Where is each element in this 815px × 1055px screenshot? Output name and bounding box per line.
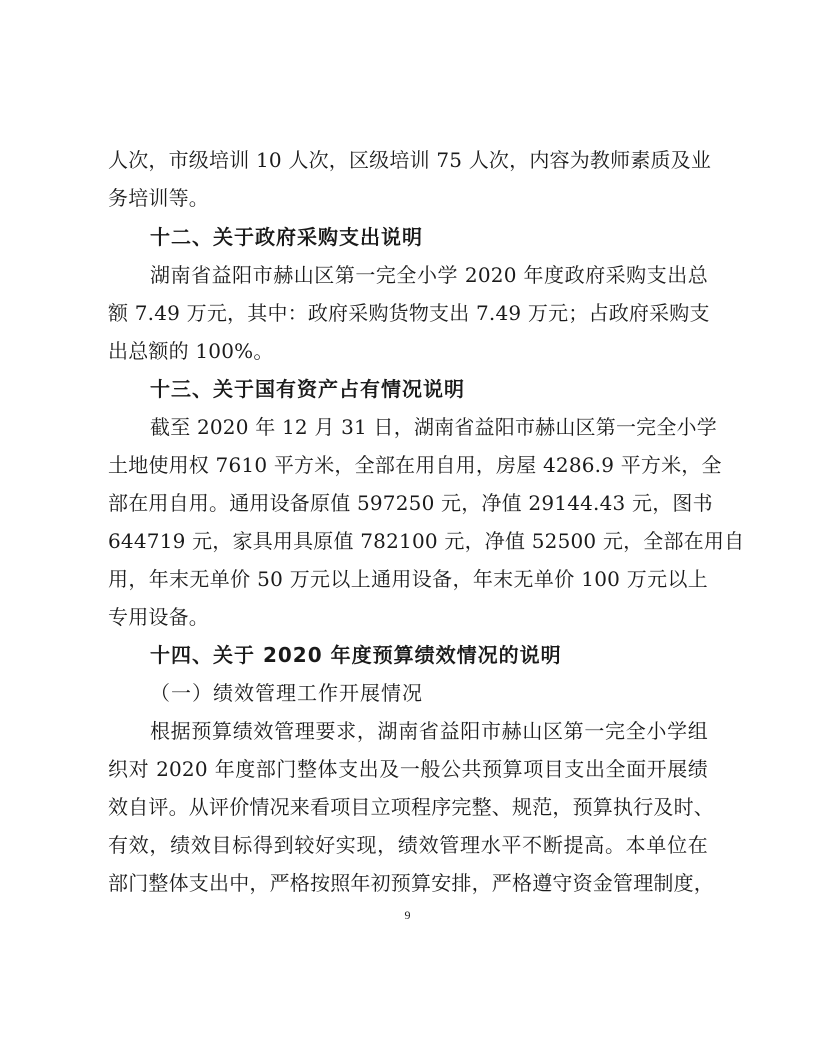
paragraph-line: 织对 2020 年度部门整体支出及一般公共预算项目支出全面开展绩 <box>108 757 708 781</box>
subsection-heading: （一）绩效管理工作开展情况 <box>150 681 423 705</box>
paragraph-line: 部在用自用。通用设备原值 597250 元，净值 29144.43 元，图书 <box>108 491 713 515</box>
paragraph-line: 专用设备。 <box>108 605 209 629</box>
paragraph-line: 有效，绩效目标得到较好实现，绩效管理水平不断提高。本单位在 <box>108 833 708 857</box>
section-heading-government-procurement: 十二、关于政府采购支出说明 <box>150 225 423 249</box>
paragraph-line: 效自评。从评价情况来看项目立项程序完整、规范，预算执行及时、 <box>108 795 714 819</box>
paragraph-line: 根据预算绩效管理要求，湖南省益阳市赫山区第一完全小学组 <box>150 719 708 743</box>
paragraph-line: 部门整体支出中，严格按照年初预算安排，严格遵守资金管理制度， <box>108 871 714 895</box>
paragraph-line: 644719 元，家具用具原值 782100 元，净值 52500 元，全部在用自 <box>108 529 745 553</box>
paragraph-line: 人次，市级培训 10 人次，区级培训 75 人次，内容为教师素质及业 <box>108 148 712 172</box>
paragraph-line: 土地使用权 7610 平方米，全部在用自用，房屋 4286.9 平方米，全 <box>108 453 722 477</box>
section-heading-budget-performance: 十四、关于 2020 年度预算绩效情况的说明 <box>150 643 562 667</box>
section-heading-state-assets: 十三、关于国有资产占有情况说明 <box>150 377 465 401</box>
paragraph-line: 用，年末无单价 50 万元以上通用设备，年末无单价 100 万元以上 <box>108 567 708 591</box>
page-number: 9 <box>404 908 411 922</box>
paragraph-line: 额 7.49 万元，其中：政府采购货物支出 7.49 万元；占政府采购支 <box>108 301 710 325</box>
paragraph-line: 出总额的 100%。 <box>108 339 274 363</box>
paragraph-line: 截至 2020 年 12 月 31 日，湖南省益阳市赫山区第一完全小学 <box>150 415 717 439</box>
paragraph-line: 湖南省益阳市赫山区第一完全小学 2020 年度政府采购支出总 <box>150 263 708 287</box>
paragraph-line: 务培训等。 <box>108 186 209 210</box>
